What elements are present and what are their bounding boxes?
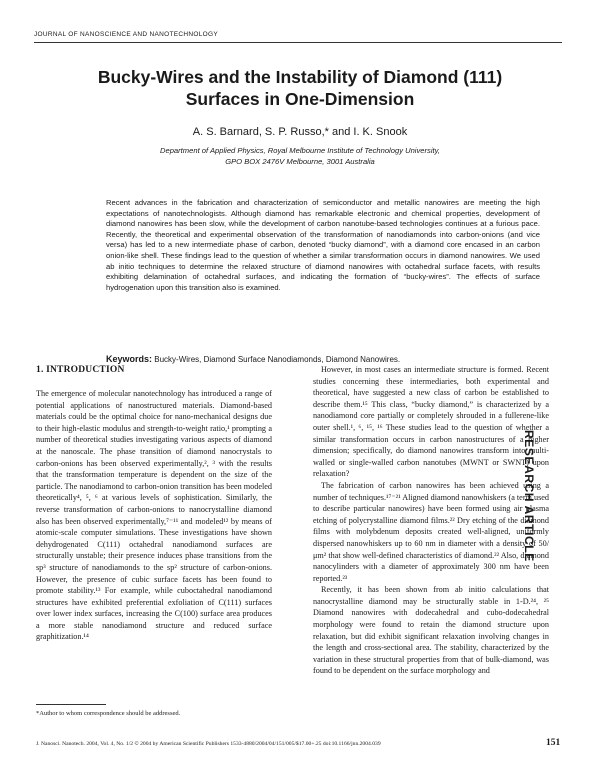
research-article-side-label: RESEARCH ARTICLE bbox=[522, 430, 536, 562]
paragraph: The fabrication of carbon nanowires has been achieved using a number of techniques.¹⁷⁻²¹ Aligned diamond nanowhiskers (a term used to describe particular nanowires) have been formed using air plasma etching of polycrystalline diamond films.²² Dry etching of the diamond films with molybdenum deposits created well-aligned, uniformly dispersed nanowhiskers up to 60 nm in diameter with a density of 50/μm² that show well-defined characteristics of diamond.²² Also, diamond nanocylinders with a diameter of approximately 300 nm have been reported.²³ bbox=[313, 480, 549, 583]
keywords-label: Keywords: bbox=[106, 354, 153, 364]
body-column-left bbox=[36, 388, 272, 643]
keywords-list: Bucky-Wires, Diamond Surface Nanodiamonds, Diamond Nanowires. bbox=[154, 355, 401, 364]
paragraph: However, in most cases an intermediate structure is formed. Recent studies concerning these intermediaries, both experimental and theoretical, have suggested a new class of carbon be established to describe them.¹⁵ This class, “bucky diamond,” is characterized by a nanodiamond core partially or completely shrouded in a fullerene-like outer shell.¹, ⁶, ¹⁵, ¹⁶ These studies lead to the question of whether a similar transformation occurs in carbon nanostructures of a higher dimension; specifically, do diamond nanowires transform into multi-walled or single-walled carbon nanotubes (MWNT or SWNT) upon relaxation? bbox=[313, 365, 549, 479]
journal-name-header: JOURNAL OF NANOSCIENCE AND NANOTECHNOLOGY bbox=[34, 31, 218, 38]
corresponding-author-footnote: *Author to whom correspondence should be addressed. bbox=[36, 710, 181, 717]
author-list: A. S. Barnard, S. P. Russo,* and I. K. Snook bbox=[192, 126, 408, 138]
abstract: Recent advances in the fabrication and characterization of semiconductor and metallic nanowires are meeting the high expectations of nanotechnologists. Although diamond has remarkable electronic and chemical properties, development of diamond nanowires has been slow, while the development of carbon nanotube-based technologies continues at a furious pace. Recently, the theoretical and experimental observation of the transformation of nanodiamonds into carbon-onions (and vice versa) has led to a new intermediate phase of carbon, denoted “bucky diamond”, with a diamond core encased in an carbon onion-like shell. These findings lead to the question of whether a similar transformation occurs in diamond nanowires. We used ab initio techniques to determine the relaxed structure of diamond nanowires with octahedral surface facets, with results exhibiting delamination of octahedral surfaces, and indicating the formation of “bucky-wires”. The effects of surface hydrogenation upon this transition also is examined. bbox=[106, 198, 540, 292]
section-heading-introduction: 1. INTRODUCTION bbox=[36, 365, 125, 375]
article-title: Bucky-Wires and the Instability of Diamond (111) Surfaces in One-Dimension bbox=[97, 67, 503, 109]
citation-footer: J. Nanosci. Nanotech. 2004, Vol. 4, No. 1/2 © 2004 by American Scientific Publishers 1533-4880/2004/04/151/005/$17.00+.25 doi:10.1166/jnn.2004.039 bbox=[36, 741, 381, 747]
affiliation-line-1: Department of Applied Physics, Royal Melbourne Institute of Technology University, bbox=[160, 146, 440, 155]
paragraph: Recently, it has been shown from ab initio calculations that nanocrystalline diamond may be structurally stable in 1-D.²⁴, ²⁵ Diamond nanowires with dodecahedral and cubo-dodecahedral morphology were found to retain the diamond structure upon relaxation, but did exhibit significant relaxation involving changes in the length and cross-sectional area. The stability, characterized by the variation in these structural properties from that of bulk-diamond, was found to be dependent on the surface morphology and bbox=[313, 585, 549, 676]
page-number: 151 bbox=[546, 738, 561, 748]
footnote-rule bbox=[36, 704, 106, 705]
affiliation bbox=[120, 145, 480, 167]
affiliation-line-2: GPO BOX 2476V Melbourne, 3001 Australia bbox=[225, 157, 375, 166]
paragraph: The emergence of molecular nanotechnology has introduced a range of potential applications of nanostructured materials. Diamond-based materials could be the optimal choice for nano-mechanical designs due to their high-elastic modulus and strength-to-weight ratio,¹ prompting a number of theoretical studies investigating various aspects of diamond at the nanoscale. The phase transition of diamond nanocrystals to carbon-onions has been observed experimentally,², ³ with the results that the transformation temperature is dependent on the size of the particle. The nanodiamond to carbon-onion transition has been modeled theoretically⁴, ⁵, ⁶ at various levels of sophistication. Similarly, the reverse transformation of carbon-onions to nanocrystalline diamond also has been observed experimentally,⁷⁻¹¹ and modeled¹² by means of atomic-scale computer simulations. These investigations have shown dehydrogenated C(111) octahedral nanodiamond surfaces are structurally unstable; their presence induces phase transitions from the sp³ structure of nanodiamonds to the sp² structure of carbon-onions. However, the presence of cubic surface facets has been found to promote stability.¹³ For example, while cuboctahedral nanodiamond structures have exhibited preferential exfoliation of C(111) surfaces over lower index surfaces, increasing the C(100) surface area produces a more stable nanodiamond structure and reduced surface graphitization.¹⁴ bbox=[36, 389, 272, 642]
keywords bbox=[106, 354, 540, 364]
body-column-right bbox=[313, 364, 549, 677]
header-rule bbox=[34, 42, 562, 43]
